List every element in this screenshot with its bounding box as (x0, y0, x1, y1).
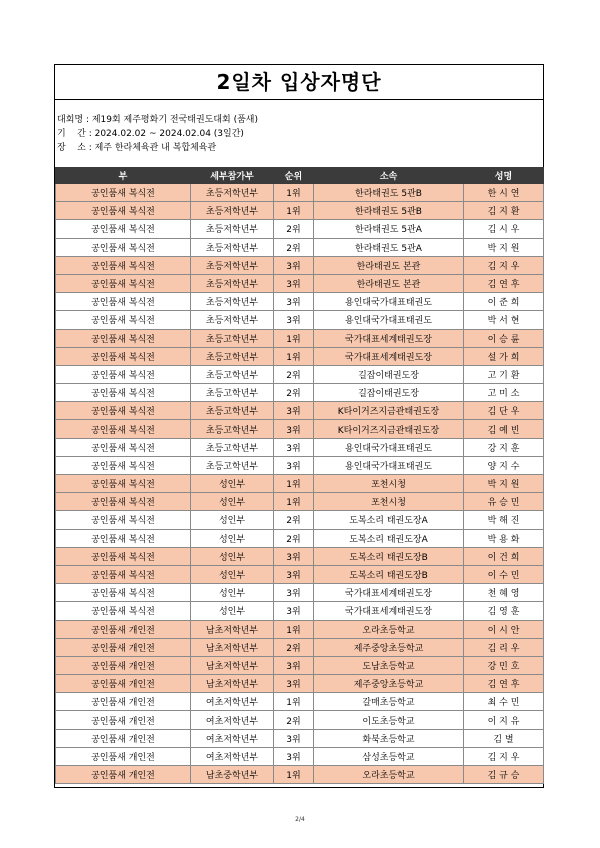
cell-rank: 3위 (274, 274, 314, 292)
page-title: 2일차 입상자명단 (55, 65, 543, 100)
cell-name: 고 기 환 (464, 365, 544, 383)
cell-category: 남초저학년부 (191, 675, 274, 693)
event-name-label: 대회명 : (57, 115, 92, 125)
cell-rank: 2위 (274, 511, 314, 529)
cell-category: 초등저학년부 (191, 256, 274, 274)
cell-name: 최 수 민 (464, 693, 544, 711)
cell-division: 공인품새 개인전 (56, 729, 191, 747)
cell-affiliation: 오라초등학교 (314, 620, 464, 638)
cell-affiliation: 한라태권도 5관B (314, 202, 464, 220)
table-row (56, 602, 544, 620)
cell-name: 이 승 륜 (464, 329, 544, 347)
cell-name: 강 지 훈 (464, 438, 544, 456)
cell-affiliation: 이도초등학교 (314, 711, 464, 729)
cell-category: 남초저학년부 (191, 620, 274, 638)
document-frame (54, 64, 544, 788)
cell-name: 이 준 희 (464, 293, 544, 311)
cell-division: 공인품새 복식전 (56, 529, 191, 547)
cell-name: 이 시 안 (464, 620, 544, 638)
cell-affiliation: 한라태권도 5관A (314, 220, 464, 238)
cell-rank: 3위 (274, 402, 314, 420)
cell-division: 공인품새 복식전 (56, 584, 191, 602)
cell-division: 공인품새 복식전 (56, 329, 191, 347)
cell-division: 공인품새 복식전 (56, 547, 191, 565)
table-row (56, 511, 544, 529)
cell-category: 초등저학년부 (191, 184, 274, 202)
header-name: 성명 (464, 168, 544, 184)
cell-division: 공인품새 개인전 (56, 656, 191, 674)
header-division: 부 (56, 168, 191, 184)
cell-rank: 2위 (274, 365, 314, 383)
table-row (56, 347, 544, 365)
cell-rank: 3위 (274, 456, 314, 474)
table-row (56, 184, 544, 202)
table-row (56, 238, 544, 256)
cell-category: 초등고학년부 (191, 420, 274, 438)
cell-name: 김 영 훈 (464, 602, 544, 620)
table-row (56, 365, 544, 383)
cell-name: 박 지 원 (464, 238, 544, 256)
cell-affiliation: 화북초등학교 (314, 729, 464, 747)
cell-category: 성인부 (191, 529, 274, 547)
cell-division: 공인품새 복식전 (56, 565, 191, 583)
cell-rank: 2위 (274, 384, 314, 402)
cell-affiliation: 용인대국가대표태권도 (314, 456, 464, 474)
cell-affiliation: 용인대국가대표태권도 (314, 293, 464, 311)
cell-category: 초등고학년부 (191, 384, 274, 402)
cell-rank: 1위 (274, 620, 314, 638)
cell-rank: 3위 (274, 547, 314, 565)
cell-category: 성인부 (191, 511, 274, 529)
cell-division: 공인품새 복식전 (56, 365, 191, 383)
cell-category: 성인부 (191, 493, 274, 511)
event-period-label: 기 간 : (57, 129, 95, 139)
cell-division: 공인품새 복식전 (56, 220, 191, 238)
cell-rank: 2위 (274, 529, 314, 547)
cell-affiliation: 포천시청 (314, 475, 464, 493)
cell-category: 남초중학년부 (191, 766, 274, 784)
cell-category: 초등고학년부 (191, 402, 274, 420)
cell-division: 공인품새 개인전 (56, 693, 191, 711)
cell-affiliation: 한라태권도 5관B (314, 184, 464, 202)
cell-category: 초등고학년부 (191, 438, 274, 456)
cell-category: 초등고학년부 (191, 329, 274, 347)
cell-category: 초등고학년부 (191, 456, 274, 474)
table-row (56, 402, 544, 420)
cell-name: 김 리 우 (464, 638, 544, 656)
table-row (56, 311, 544, 329)
cell-category: 초등저학년부 (191, 220, 274, 238)
cell-name: 김 시 우 (464, 220, 544, 238)
cell-name: 김 지 우 (464, 256, 544, 274)
event-name-value: 제19회 제주평화기 전국태권도대회 (품새) (91, 115, 259, 125)
table-row (56, 329, 544, 347)
table-row (56, 202, 544, 220)
cell-rank: 3위 (274, 438, 314, 456)
cell-division: 공인품새 개인전 (56, 638, 191, 656)
cell-category: 초등저학년부 (191, 202, 274, 220)
cell-name: 양 지 수 (464, 456, 544, 474)
cell-name: 이 수 민 (464, 565, 544, 583)
cell-category: 초등저학년부 (191, 311, 274, 329)
cell-division: 공인품새 복식전 (56, 256, 191, 274)
page-number: 2/4 (295, 816, 305, 823)
table-row (56, 293, 544, 311)
cell-division: 공인품새 개인전 (56, 766, 191, 784)
event-venue-label: 장 소 : (57, 143, 95, 153)
table-row (56, 475, 544, 493)
cell-name: 김 단 우 (464, 402, 544, 420)
cell-affiliation: 용인대국가대표태권도 (314, 311, 464, 329)
cell-rank: 3위 (274, 420, 314, 438)
table-row (56, 420, 544, 438)
cell-name: 박 용 화 (464, 529, 544, 547)
cell-category: 성인부 (191, 475, 274, 493)
cell-name: 한 시 연 (464, 184, 544, 202)
cell-rank: 3위 (274, 656, 314, 674)
cell-name: 천 혜 영 (464, 584, 544, 602)
cell-affiliation: 제주중앙초등학교 (314, 638, 464, 656)
table-row (56, 729, 544, 747)
cell-affiliation: 도복소리 태권도장A (314, 529, 464, 547)
cell-rank: 2위 (274, 638, 314, 656)
cell-affiliation: 한라태권도 본관 (314, 274, 464, 292)
table-row (56, 256, 544, 274)
cell-division: 공인품새 복식전 (56, 456, 191, 474)
cell-name: 설 가 희 (464, 347, 544, 365)
cell-category: 초등저학년부 (191, 238, 274, 256)
cell-category: 남초저학년부 (191, 638, 274, 656)
cell-name: 김 연 후 (464, 675, 544, 693)
cell-affiliation: 한라태권도 본관 (314, 256, 464, 274)
cell-category: 성인부 (191, 602, 274, 620)
cell-affiliation: 길잡이태권도장 (314, 365, 464, 383)
cell-category: 초등고학년부 (191, 365, 274, 383)
table-row (56, 620, 544, 638)
cell-rank: 3위 (274, 729, 314, 747)
cell-division: 공인품새 복식전 (56, 293, 191, 311)
header-category: 세부참가부 (191, 168, 274, 184)
cell-rank: 1위 (274, 347, 314, 365)
cell-affiliation: 도남초등학교 (314, 656, 464, 674)
cell-affiliation: 길잡이태권도장 (314, 384, 464, 402)
cell-rank: 2위 (274, 711, 314, 729)
table-body (56, 184, 544, 784)
cell-category: 여초저학년부 (191, 747, 274, 765)
cell-division: 공인품새 복식전 (56, 347, 191, 365)
cell-division: 공인품새 복식전 (56, 602, 191, 620)
cell-name: 박 지 원 (464, 475, 544, 493)
cell-division: 공인품새 복식전 (56, 184, 191, 202)
cell-division: 공인품새 복식전 (56, 311, 191, 329)
cell-rank: 3위 (274, 311, 314, 329)
table-row (56, 656, 544, 674)
table-row (56, 711, 544, 729)
event-venue-row (57, 141, 258, 155)
cell-category: 여초저학년부 (191, 693, 274, 711)
cell-rank: 2위 (274, 220, 314, 238)
cell-affiliation: K타이거즈지금관태권도장 (314, 420, 464, 438)
cell-affiliation: 국가대표세계태권도장 (314, 347, 464, 365)
cell-affiliation: 오라초등학교 (314, 766, 464, 784)
cell-affiliation: 국가대표세계태권도장 (314, 329, 464, 347)
table-row (56, 384, 544, 402)
cell-category: 남초저학년부 (191, 656, 274, 674)
cell-division: 공인품새 복식전 (56, 511, 191, 529)
winners-table (55, 167, 544, 784)
cell-category: 초등저학년부 (191, 293, 274, 311)
cell-category: 여초저학년부 (191, 729, 274, 747)
cell-name: 김 지 환 (464, 202, 544, 220)
cell-affiliation: 국가대표세계태권도장 (314, 584, 464, 602)
cell-division: 공인품새 복식전 (56, 438, 191, 456)
cell-affiliation: K타이거즈지금관태권도장 (314, 402, 464, 420)
cell-rank: 1위 (274, 475, 314, 493)
table-row (56, 529, 544, 547)
cell-name: 김 별 (464, 729, 544, 747)
cell-rank: 3위 (274, 565, 314, 583)
table-row (56, 693, 544, 711)
cell-division: 공인품새 복식전 (56, 493, 191, 511)
cell-division: 공인품새 복식전 (56, 475, 191, 493)
header-rank: 순위 (274, 168, 314, 184)
cell-affiliation: 국가대표세계태권도장 (314, 602, 464, 620)
cell-division: 공인품새 복식전 (56, 202, 191, 220)
cell-affiliation: 도복소리 태권도장A (314, 511, 464, 529)
cell-rank: 3위 (274, 602, 314, 620)
cell-rank: 3위 (274, 256, 314, 274)
event-venue-value: 제주 한라체육관 내 복합체육관 (94, 143, 217, 153)
cell-rank: 1위 (274, 202, 314, 220)
cell-rank: 1위 (274, 329, 314, 347)
cell-name: 유 승 민 (464, 493, 544, 511)
cell-affiliation: 포천시청 (314, 493, 464, 511)
cell-affiliation: 도복소리 태권도장B (314, 565, 464, 583)
cell-name: 김 지 우 (464, 747, 544, 765)
cell-rank: 1위 (274, 493, 314, 511)
table-row (56, 584, 544, 602)
table-header-row (56, 168, 544, 184)
event-info (57, 113, 258, 155)
cell-name: 이 지 유 (464, 711, 544, 729)
table-row (56, 675, 544, 693)
cell-division: 공인품새 복식전 (56, 420, 191, 438)
cell-rank: 1위 (274, 184, 314, 202)
cell-name: 박 서 현 (464, 311, 544, 329)
cell-category: 여초저학년부 (191, 711, 274, 729)
cell-category: 초등저학년부 (191, 274, 274, 292)
cell-category: 성인부 (191, 565, 274, 583)
table-row (56, 547, 544, 565)
cell-name: 김 연 후 (464, 274, 544, 292)
event-period-value: 2024.02.02 ~ 2024.02.04 (3일간) (94, 129, 244, 139)
cell-division: 공인품새 개인전 (56, 620, 191, 638)
cell-rank: 1위 (274, 693, 314, 711)
cell-affiliation: 용인대국가대표태권도 (314, 438, 464, 456)
table-row (56, 565, 544, 583)
header-affiliation: 소속 (314, 168, 464, 184)
cell-name: 고 미 소 (464, 384, 544, 402)
table-row (56, 747, 544, 765)
cell-division: 공인품새 복식전 (56, 274, 191, 292)
cell-affiliation: 한라태권도 5관A (314, 238, 464, 256)
cell-rank: 3위 (274, 747, 314, 765)
cell-category: 성인부 (191, 547, 274, 565)
cell-name: 이 건 희 (464, 547, 544, 565)
cell-rank: 1위 (274, 766, 314, 784)
cell-division: 공인품새 복식전 (56, 402, 191, 420)
cell-rank: 3위 (274, 675, 314, 693)
table-row (56, 766, 544, 784)
cell-affiliation: 삼성초등학교 (314, 747, 464, 765)
event-period-row (57, 127, 258, 141)
cell-division: 공인품새 복식전 (56, 238, 191, 256)
table-row (56, 493, 544, 511)
table-row (56, 438, 544, 456)
cell-name: 강 민 호 (464, 656, 544, 674)
table-row (56, 638, 544, 656)
cell-division: 공인품새 복식전 (56, 384, 191, 402)
cell-rank: 3위 (274, 584, 314, 602)
cell-affiliation: 도복소리 태권도장B (314, 547, 464, 565)
table-row (56, 274, 544, 292)
table-row (56, 220, 544, 238)
event-name-row (57, 113, 258, 127)
cell-rank: 2위 (274, 238, 314, 256)
cell-division: 공인품새 개인전 (56, 747, 191, 765)
cell-category: 성인부 (191, 584, 274, 602)
cell-affiliation: 갈매초등학교 (314, 693, 464, 711)
cell-name: 김 예 빈 (464, 420, 544, 438)
cell-rank: 3위 (274, 293, 314, 311)
cell-affiliation: 제주중앙초등학교 (314, 675, 464, 693)
cell-name: 박 해 진 (464, 511, 544, 529)
table-row (56, 456, 544, 474)
cell-category: 초등고학년부 (191, 347, 274, 365)
cell-division: 공인품새 개인전 (56, 711, 191, 729)
cell-division: 공인품새 개인전 (56, 675, 191, 693)
cell-name: 김 규 승 (464, 766, 544, 784)
